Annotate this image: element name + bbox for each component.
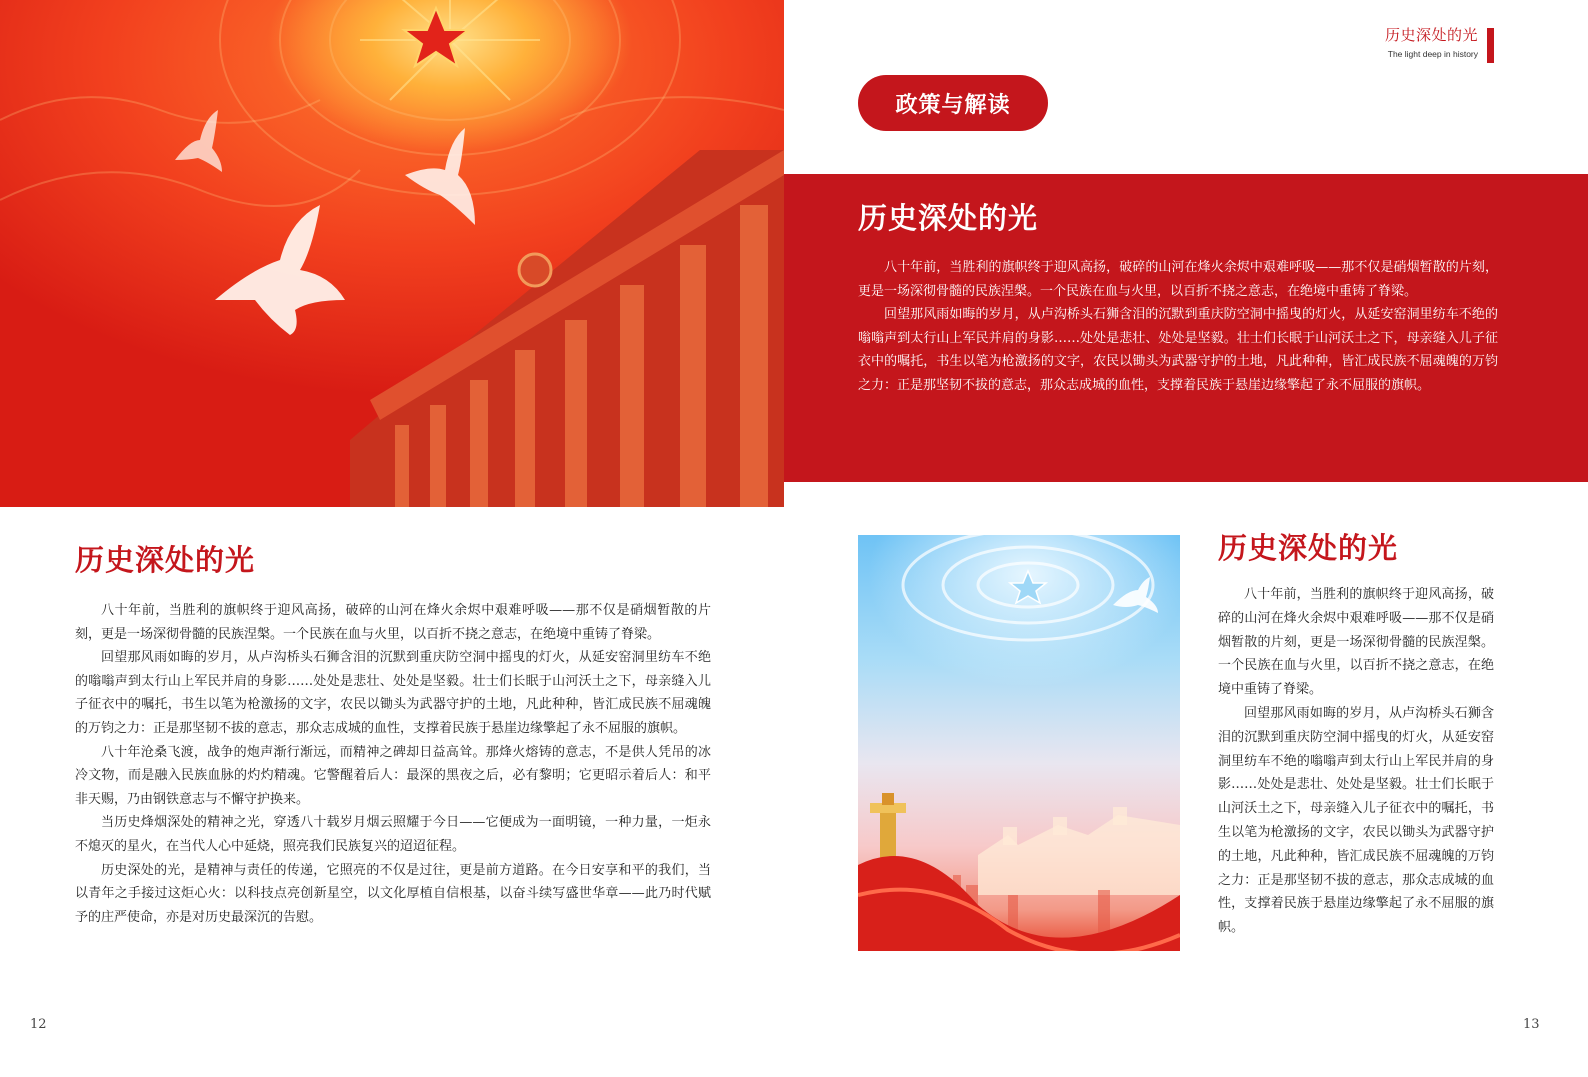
paragraph: 八十年前，当胜利的旗帜终于迎风高扬，破碎的山河在烽火余烬中艰难呼吸——那不仅是硝烟暂散的片刻，更是一场深彻骨髓的民族涅槃。一个民族在血与火里，以百折不挠之意志，在绝境中重铸了脊梁。 bbox=[858, 260, 1498, 299]
paragraph: 回望那风雨如晦的岁月，从卢沟桥头石狮含泪的沉默到重庆防空洞中摇曳的灯火，从延安窑洞里纺车不绝的嗡嗡声到太行山上军民并肩的身影……处处是悲壮、处处是坚毅。壮士们长眠于山河沃土之下，母亲缝入儿子征衣中的嘱托，书生以笔为枪激扬的文字，农民以锄头为武器守护的土地，凡此种种，皆汇成民族不屈魂魄的万钧之力：正是那坚韧不拔的意志，那众志成城的血性，支撑着民族于悬崖边缘擎起了永不屈服的旗帜。 bbox=[858, 307, 1498, 393]
paragraph: 八十年沧桑飞渡，战争的炮声渐行渐远，而精神之碑却日益高耸。那烽火熔铸的意志，不是供人凭吊的冰冷文物，而是融入民族血脉的灼灼精魂。它警醒着后人：最深的黑夜之后，必有黎明；它更昭示着后人：和平非天赐，乃由钢铁意志与不懈守护换来。 bbox=[75, 744, 711, 807]
dove-icon bbox=[405, 128, 475, 225]
great-hall-building bbox=[350, 150, 784, 507]
hero-image-great-hall bbox=[0, 0, 784, 507]
hero-illustration bbox=[0, 0, 784, 507]
paragraph: 历史深处的光，是精神与责任的传递，它照亮的不仅是过往，更是前方道路。在今日安享和平的我们，当以青年之手接过这炬心火：以科技点亮创新星空，以文化厚植自信根基，以奋斗续写盛世华章——此乃时代赋予的庄严使命，亦是对历史最深沉的告慰。 bbox=[75, 862, 711, 925]
great-wall bbox=[978, 807, 1180, 895]
red-star-icon bbox=[404, 8, 468, 66]
left-article-body bbox=[75, 599, 711, 929]
poster-illustration bbox=[858, 535, 1180, 951]
paragraph: 八十年前，当胜利的旗帜终于迎风高扬，破碎的山河在烽火余烬中艰难呼吸——那不仅是硝烟暂散的片刻，更是一场深彻骨髓的民族涅槃。一个民族在血与火里，以百折不挠之意志，在绝境中重铸了脊梁。 bbox=[75, 603, 711, 642]
right-article-body bbox=[1218, 583, 1494, 940]
running-header bbox=[1385, 24, 1478, 59]
dove-icon bbox=[215, 205, 345, 335]
poster-image-great-wall bbox=[858, 535, 1180, 951]
red-article-panel bbox=[784, 174, 1588, 482]
running-header-accent-bar bbox=[1487, 28, 1494, 63]
dove-icon bbox=[175, 110, 222, 172]
paragraph: 当历史烽烟深处的精神之光，穿透八十载岁月烟云照耀于今日——它便成为一面明镜，一种力量，一炬永不熄灭的星火，在当代人心中延烧，照亮我们民族复兴的迢迢征程。 bbox=[75, 815, 711, 854]
left-article-heading: 历史深处的光 bbox=[75, 543, 256, 577]
star-icon bbox=[1010, 571, 1046, 603]
page-number-right: 13 bbox=[1523, 1017, 1540, 1032]
paragraph: 八十年前，当胜利的旗帜终于迎风高扬，破碎的山河在烽火余烬中艰难呼吸——那不仅是硝烟暂散的片刻，更是一场深彻骨髓的民族涅槃。一个民族在血与火里，以百折不挠之意志，在绝境中重铸了脊梁。 bbox=[1218, 587, 1494, 698]
paragraph: 回望那风雨如晦的岁月，从卢沟桥头石狮含泪的沉默到重庆防空洞中摇曳的灯火，从延安窑洞里纺车不绝的嗡嗡声到太行山上军民并肩的身影……处处是悲壮、处处是坚毅。壮士们长眠于山河沃土之下，母亲缝入儿子征衣中的嘱托，书生以笔为枪激扬的文字，农民以锄头为武器守护的土地，凡此种种，皆汇成民族不屈魂魄的万钧之力：正是那坚韧不拔的意志，那众志成城的血性，支撑着民族于悬崖边缘擎起了永不屈服的旗帜。 bbox=[75, 650, 711, 736]
red-panel-body bbox=[858, 256, 1498, 397]
red-panel-heading: 历史深处的光 bbox=[858, 201, 1039, 235]
page-number-left: 12 bbox=[30, 1017, 47, 1032]
running-header-subtitle: The light deep in history bbox=[1387, 49, 1478, 59]
national-emblem-icon bbox=[519, 254, 551, 286]
right-article-heading: 历史深处的光 bbox=[1218, 531, 1399, 565]
paragraph: 回望那风雨如晦的岁月，从卢沟桥头石狮含泪的沉默到重庆防空洞中摇曳的灯火，从延安窑洞里纺车不绝的嗡嗡声到太行山上军民并肩的身影……处处是悲壮、处处是坚毅。壮士们长眠于山河沃土之下，母亲缝入儿子征衣中的嘱托，书生以笔为枪激扬的文字，农民以锄头为武器守护的土地，凡此种种，皆汇成民族不屈魂魄的万钧之力：正是那坚韧不拔的意志，那众志成城的血性，支撑着民族于悬崖边缘擎起了永不屈服的旗帜。 bbox=[1218, 705, 1494, 936]
running-header-title: 历史深处的光 bbox=[1384, 26, 1478, 44]
section-pill: 政策与解读 bbox=[858, 75, 1048, 131]
